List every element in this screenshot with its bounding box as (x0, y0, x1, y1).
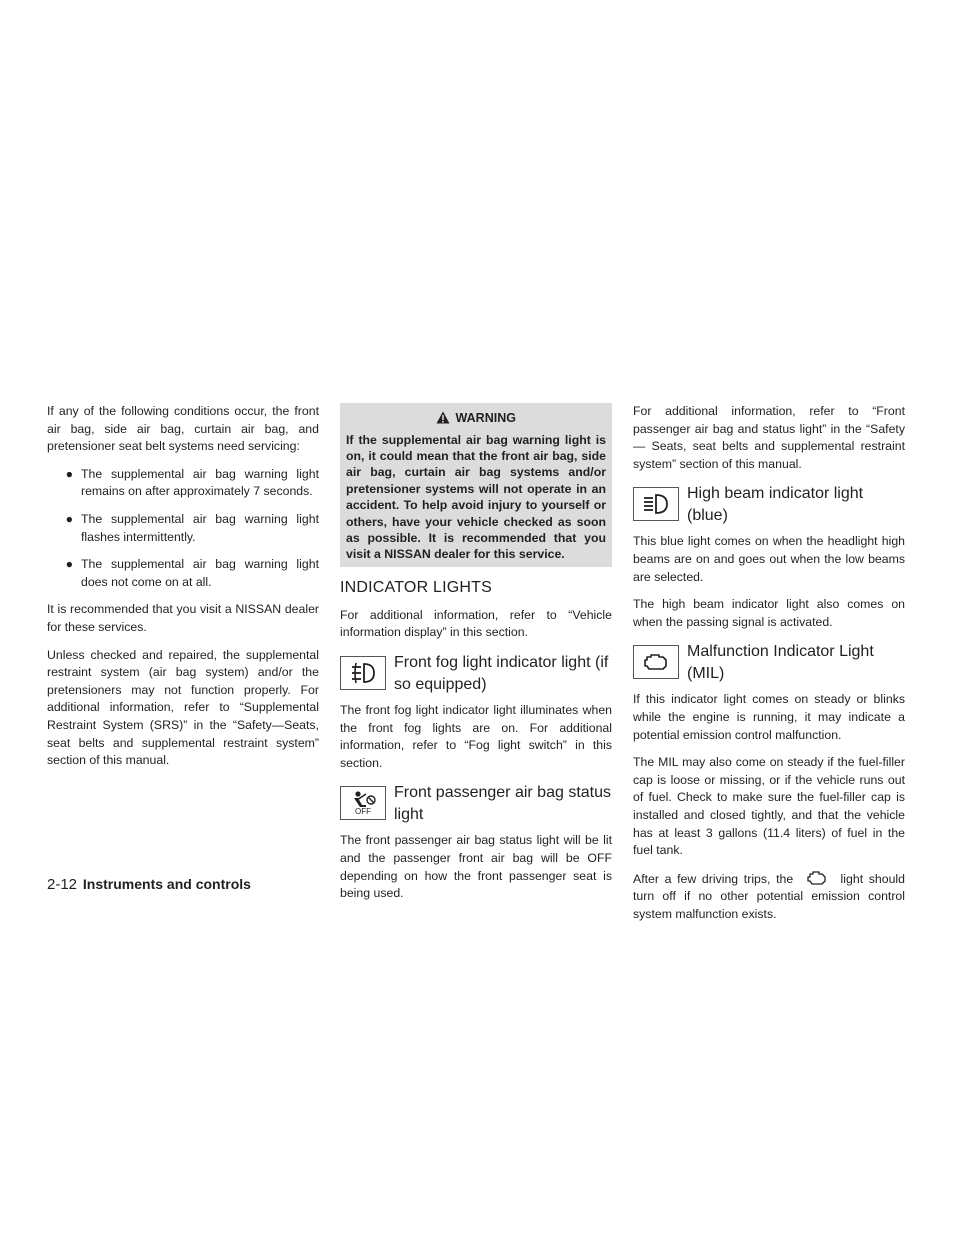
warning-title: WARNING (455, 411, 516, 425)
list-item (47, 466, 319, 501)
warning-heading (346, 403, 606, 432)
column-middle (340, 403, 612, 913)
section-title: INDICATOR LIGHTS (340, 578, 492, 596)
airbag-off-label: OFF (355, 807, 371, 817)
column-left (47, 403, 319, 780)
fog-light-text: The front fog light indicator light illuminates when the front fog lights are on. For additional information, refer to “Fog light switch” in this section. (340, 703, 612, 770)
warning-text: If the supplemental air bag warning light is on, it could mean that the front air bag, side air bag, curtain air bag systems and/or pretensioner systems will not operate in an accident. To help avoid injury to yourself or others, have your vehicle checked as soon as possible. It is recommended that you visit a NISSAN dealer for this service. (346, 432, 606, 562)
list-item-text: The supplemental air bag warning light flashes intermittently. (81, 511, 319, 544)
dealer-paragraph: It is recommended that you visit a NISSAN dealer for these services. (47, 602, 319, 634)
passenger-airbag-text: The front passenger air bag status light will be lit and the passenger front air bag will be OFF depending on how the front passenger seat is being used. (340, 833, 612, 901)
indicator-intro: For additional information, refer to “Vehicle information display” in this section. (340, 607, 612, 640)
high-beam-title: High beam indicator light (blue) (687, 485, 864, 525)
bullet-dot: ● (65, 557, 73, 572)
mil-heading (633, 641, 905, 685)
mil-text-3 (633, 870, 905, 924)
mil-text-2: The MIL may also come on steady if the fuel-filler cap is loose or missing, or if the vehicle runs out of fuel. Check to make sure the fuel-filler cap is installed and closed tightly, and that the vehicle has at least 3 gallons (11.4 liters) of fuel in the fuel tank. (633, 755, 905, 858)
fog-light-heading (340, 652, 612, 696)
list-item (47, 556, 319, 591)
servicing-intro: If any of the following conditions occur, the front air bag, side air bag, curtain air bag, and pretensioner seat belt systems need servicing: (47, 404, 319, 454)
passenger-airbag-title: Front passenger air bag status light (394, 784, 612, 824)
mil-title: Malfunction Indicator Light (MIL) (687, 643, 874, 683)
page-footer (47, 876, 251, 893)
engine-check-icon (633, 645, 679, 679)
high-beam-text-1: This blue light comes on when the headlight high beams are on and goes out when the low beams are selected. (633, 534, 905, 584)
list-item-text: The supplemental air bag warning light does not come on at all. (81, 557, 319, 589)
mil-text-3-after: light should turn off if no other potential emission control system malfunction exists. (633, 871, 906, 921)
fog-light-title: Front fog light indicator light (if so equipped) (394, 654, 609, 694)
srs-paragraph: Unless checked and repaired, the supplemental restraint system (air bag system) and/or the pretensioners may not function properly. For additional information, refer to “Supplemental Restraint System (SRS)” in the “Safety—Seats, seat belts and supplemental restraint system” section of this manual. (47, 647, 319, 768)
list-item (47, 511, 319, 546)
high-beam-icon (633, 487, 679, 521)
list-item-text: The supplemental air bag warning light remains on after approximately 7 seconds. (81, 466, 319, 499)
section-name: Instruments and controls (82, 876, 251, 892)
mil-text-1: If this indicator light comes on steady or blinks while the engine is running, it may indicate a potential emission control malfunction. (633, 692, 905, 742)
mil-text-3-before: After a few driving trips, the (633, 871, 794, 886)
passenger-airbag-off-icon (340, 786, 386, 820)
warning-box (340, 403, 612, 567)
front-fog-light-icon (340, 656, 386, 690)
bullet-dot: ● (65, 511, 73, 526)
high-beam-text-2: The high beam indicator light also comes on when the passing signal is activated. (633, 597, 905, 629)
warning-triangle-icon (436, 411, 450, 424)
page-number: 2-12 (47, 876, 78, 893)
high-beam-heading (633, 483, 905, 527)
engine-check-inline-icon (799, 870, 835, 886)
column-right (633, 403, 905, 933)
passenger-airbag-reference: For additional information, refer to “Front passenger air bag and status light” in the “Safety — Seats, seat belts and supplemental restraint system” section of this manual. (633, 404, 905, 471)
passenger-airbag-heading (340, 782, 612, 826)
bullet-dot: ● (65, 466, 73, 481)
